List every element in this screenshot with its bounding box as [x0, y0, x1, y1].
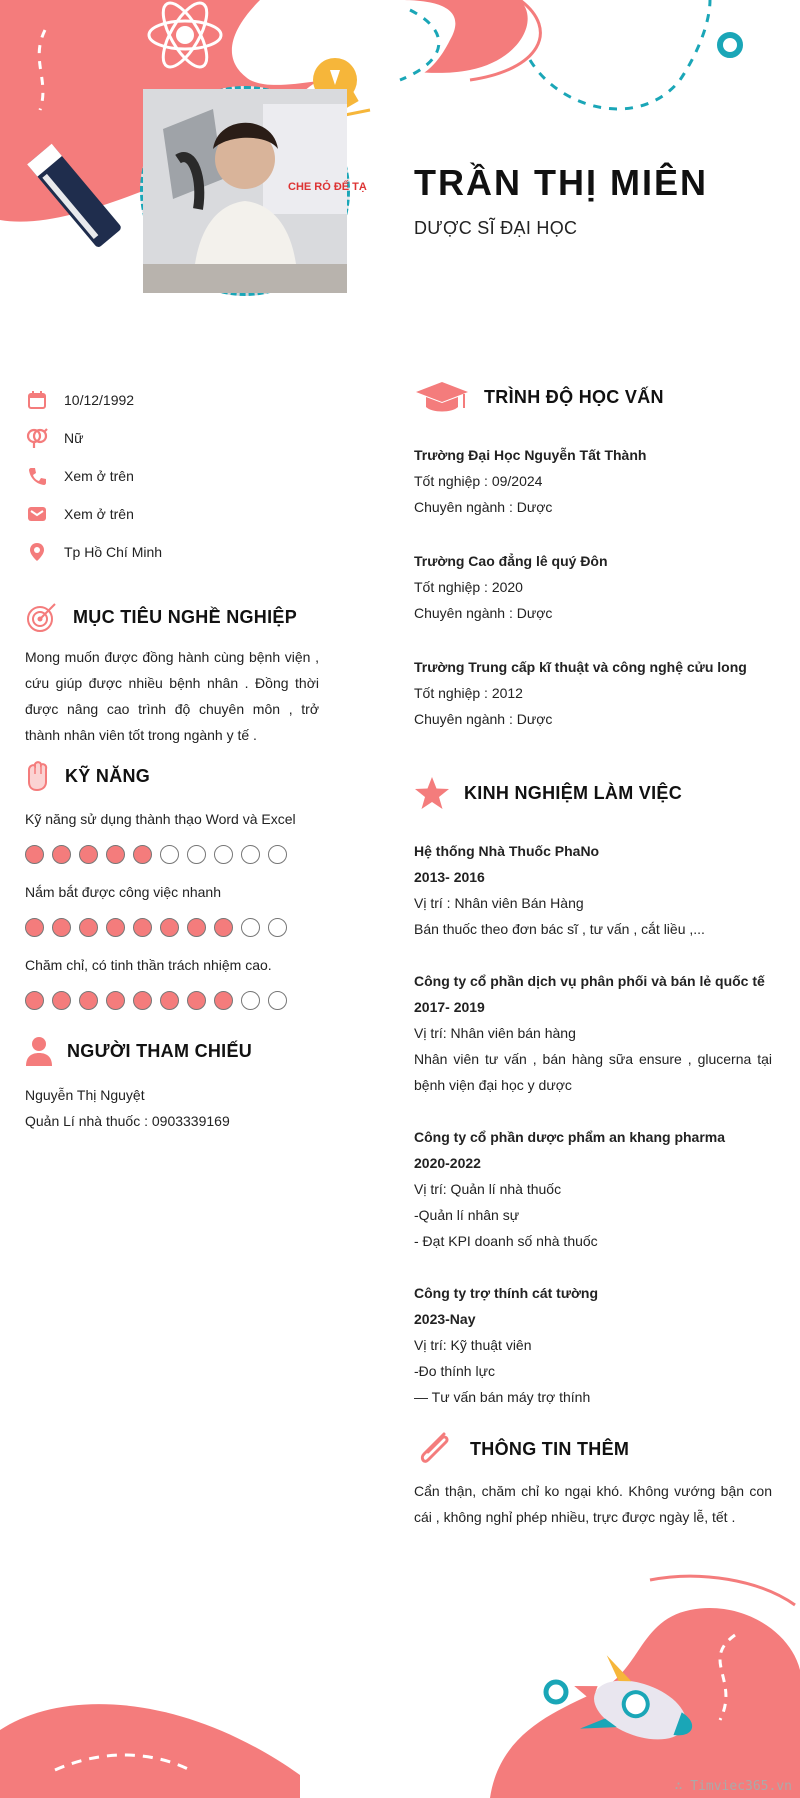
- experience-period: 2023-Nay: [414, 1311, 476, 1327]
- experience-detail: Vị trí: Nhân viên bán hàng: [414, 1025, 576, 1041]
- skill-label: Nắm bắt được công việc nhanh: [25, 884, 221, 900]
- education-heading: [414, 380, 664, 414]
- objective-heading-text: MỤC TIÊU NGHỀ NGHIỆP: [73, 606, 298, 627]
- education-graduation: Tốt nghiệp : 09/2024: [414, 473, 543, 489]
- rating-dot-filled: [79, 991, 98, 1010]
- extra-heading: [414, 1428, 629, 1470]
- education-graduation: Tốt nghiệp : 2012: [414, 685, 523, 701]
- rating-dot-filled: [214, 991, 233, 1010]
- rating-dot-filled: [25, 918, 44, 937]
- rating-dot-empty: [268, 918, 287, 937]
- rating-dot-filled: [106, 991, 125, 1010]
- education-major: Chuyên ngành : Dược: [414, 711, 553, 727]
- info-birthday: [26, 388, 134, 412]
- objective-text: Mong muốn được đồng hành cùng bệnh viện , cứu giúp được nhiều bệnh nhân . Đồng thời được nâng cao trình độ chuyên môn , trở thành nhân viên tốt trong ngành y tế .: [25, 649, 319, 743]
- experience-detail: Vị trí: Kỹ thuật viên: [414, 1337, 532, 1353]
- reference-name: Nguyễn Thị Nguyệt: [25, 1087, 145, 1103]
- education-school: Trường Cao đẳng lê quý Đôn: [414, 553, 608, 569]
- rating-dot-filled: [52, 845, 71, 864]
- rating-dot-filled: [133, 918, 152, 937]
- email-value: Xem ở trên: [64, 506, 134, 522]
- rating-dot-empty: [268, 845, 287, 864]
- rating-dot-empty: [214, 845, 233, 864]
- skill-label: Chăm chỉ, có tinh thần trách nhiệm cao.: [25, 957, 272, 973]
- education-major: Chuyên ngành : Dược: [414, 605, 553, 621]
- education-graduation: Tốt nghiệp : 2020: [414, 579, 523, 595]
- experience-detail: -Quản lí nhân sự: [414, 1207, 520, 1223]
- experience-period: 2017- 2019: [414, 999, 485, 1015]
- paperclip-icon: [414, 1428, 456, 1470]
- education-entry: [414, 442, 772, 520]
- footer-brand: ∴ Timviec365.vn: [674, 1779, 792, 1794]
- rating-dot-filled: [187, 991, 206, 1010]
- experience-company: Công ty cổ phần dược phẩm an khang pharma: [414, 1129, 726, 1145]
- birthday-value: 10/12/1992: [64, 392, 135, 408]
- phone-value: Xem ở trên: [64, 468, 134, 484]
- experience-period: 2013- 2016: [414, 869, 485, 885]
- rating-dot-empty: [241, 918, 260, 937]
- rating-dot-filled: [106, 845, 125, 864]
- footer-decoration: [0, 1560, 800, 1798]
- rating-dot-filled: [160, 991, 179, 1010]
- rating-dot-filled: [25, 845, 44, 864]
- experience-detail: -Đo thính lực: [414, 1363, 495, 1379]
- experience-entry: [414, 838, 772, 942]
- email-icon: [26, 503, 48, 525]
- info-email: [26, 502, 134, 526]
- rating-dot-empty: [241, 991, 260, 1010]
- rating-dot-filled: [25, 991, 44, 1010]
- rating-dot-empty: [241, 845, 260, 864]
- education-heading-text: TRÌNH ĐỘ HỌC VẤN: [484, 386, 664, 407]
- experience-company: Công ty cổ phần dịch vụ phân phối và bán lẻ quốc tế: [414, 973, 765, 989]
- rating-dot-filled: [133, 845, 152, 864]
- experience-company: Hệ thống Nhà Thuốc PhaNo: [414, 843, 600, 859]
- skill-rating: [25, 991, 287, 1010]
- experience-detail: - Đạt KPI doanh số nhà thuốc: [414, 1233, 598, 1249]
- experience-entry: [414, 1280, 772, 1410]
- candidate-name: TRẦN THỊ MIÊN: [414, 162, 708, 203]
- graduation-cap-icon: [414, 380, 470, 414]
- reference-heading: [25, 1035, 252, 1067]
- photo-caption: CHE RỎ ĐẾ TẠ: [288, 181, 367, 193]
- rating-dot-filled: [52, 991, 71, 1010]
- rating-dot-empty: [160, 845, 179, 864]
- experience-company: Công ty trợ thính cát tường: [414, 1285, 599, 1301]
- person-icon: [25, 1035, 53, 1067]
- experience-detail: Nhân viên tư vấn , bán hàng sữa ensure , glucerna tại bệnh viện đại học y dược: [414, 1051, 772, 1093]
- extra-text: Cẩn thận, chăm chỉ ko ngại khó. Không vướng bận con cái , không nghỉ phép nhiều, trực được ngày lễ, tết .: [414, 1483, 772, 1525]
- rating-dot-empty: [268, 991, 287, 1010]
- experience-heading: [414, 776, 682, 810]
- target-icon: [25, 600, 59, 634]
- reference-role: Quản Lí nhà thuốc : 0903339169: [25, 1113, 230, 1129]
- candidate-title: DƯỢC SĨ ĐẠI HỌC: [414, 218, 578, 238]
- experience-entry: [414, 1124, 772, 1254]
- skills-heading-text: KỸ NĂNG: [65, 765, 151, 786]
- address-value: Tp Hồ Chí Minh: [64, 544, 163, 560]
- calendar-icon: [26, 389, 48, 411]
- experience-detail: Vị trí : Nhân viên Bán Hàng: [414, 895, 584, 911]
- rating-dot-filled: [187, 918, 206, 937]
- avatar-photo: [140, 86, 367, 296]
- experience-period: 2020-2022: [414, 1155, 481, 1171]
- skill-rating: [25, 918, 287, 937]
- skills-heading: [25, 760, 150, 792]
- info-phone: [26, 464, 134, 488]
- rating-dot-filled: [79, 918, 98, 937]
- experience-detail: Vị trí: Quản lí nhà thuốc: [414, 1181, 562, 1197]
- rating-dot-empty: [187, 845, 206, 864]
- education-school: Trường Đại Học Nguyễn Tất Thành: [414, 447, 647, 463]
- rating-dot-filled: [52, 918, 71, 937]
- rating-dot-filled: [106, 918, 125, 937]
- experience-entry: [414, 968, 772, 1098]
- reference-heading-text: NGƯỜI THAM CHIẾU: [67, 1040, 253, 1061]
- extra-heading-text: THÔNG TIN THÊM: [470, 1438, 630, 1459]
- gender-value: Nữ: [64, 430, 84, 446]
- rating-dot-filled: [160, 918, 179, 937]
- location-pin-icon: [26, 541, 48, 563]
- experience-detail: — Tư vấn bán máy trợ thính: [414, 1389, 591, 1405]
- gender-icon: [26, 427, 48, 449]
- experience-heading-text: KINH NGHIỆM LÀM VIỆC: [464, 782, 683, 803]
- education-entry: [414, 654, 772, 732]
- education-entry: [414, 548, 772, 626]
- fist-icon: [25, 760, 51, 792]
- skill-label: Kỹ năng sử dụng thành thạo Word và Excel: [25, 811, 296, 827]
- objective-heading: [25, 600, 297, 634]
- skill-rating: [25, 845, 287, 864]
- experience-detail: Bán thuốc theo đơn bác sĩ , tư vấn , cắt liều ,...: [414, 921, 705, 937]
- rating-dot-filled: [79, 845, 98, 864]
- phone-icon: [26, 465, 48, 487]
- rating-dot-filled: [133, 991, 152, 1010]
- info-address: [26, 540, 162, 564]
- rating-dot-filled: [214, 918, 233, 937]
- education-major: Chuyên ngành : Dược: [414, 499, 553, 515]
- star-icon: [414, 776, 450, 810]
- info-gender: [26, 426, 83, 450]
- education-school: Trường Trung cấp kĩ thuật và công nghệ cửu long: [414, 659, 747, 675]
